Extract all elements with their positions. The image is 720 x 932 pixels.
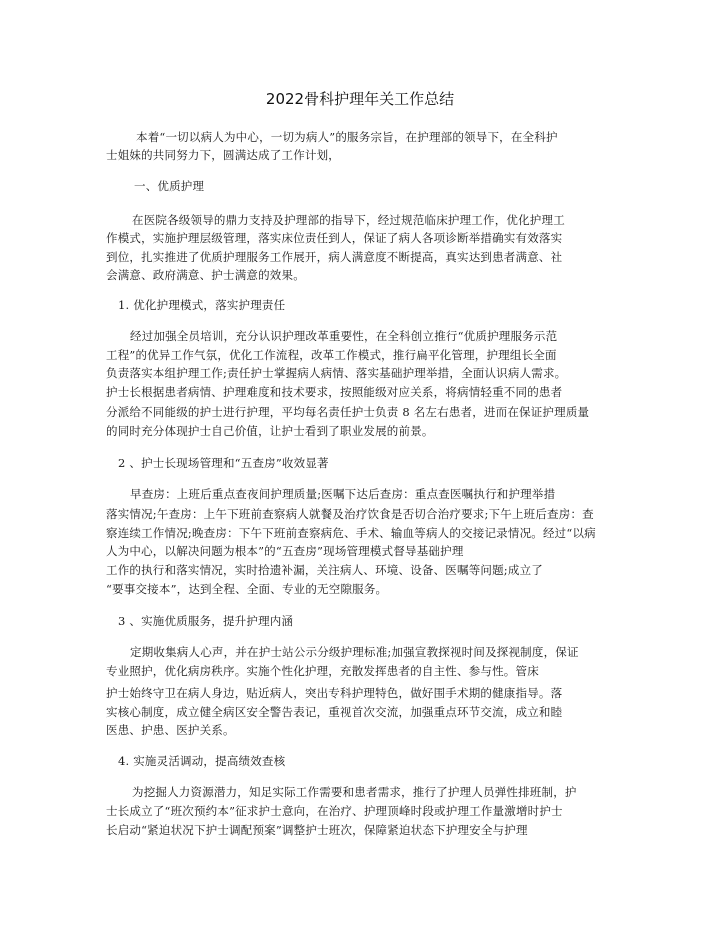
paragraph-line: 实核心制度，成立健全病区安全警告表记，重视首次交流，加强重点环节交流，成立和睦 (106, 705, 563, 719)
paragraph-line: 分派给不同能级的护士进行护理，平均每名责任护士负责 8 名左右患者，进而在保证护理质量 (106, 405, 590, 419)
paragraph-line: “要事交接本”，达到全程、全面、专业的无空隙服务。 (106, 582, 388, 596)
paragraph-line: 会满意、政府满意、护士满意的效果。 (106, 268, 305, 282)
paragraph-line: 专业照护，优化病房秩序。实施个性化护理，充散发挥患者的自主性、参与性。管床 (106, 664, 539, 678)
paragraph-line: 定期收集病人心声，并在护士站公示分级护理标准;加强宣教探视时间及探视制度，保证 (130, 645, 579, 659)
paragraph-line: 经过加强全员培训，充分认识护理改革重要性，在全科创立推行“优质护理服务示范 (130, 329, 558, 343)
paragraph-line: 人为中心，以解决问题为根本”的“五查房”现场管理模式督导基础护理 (106, 544, 464, 558)
paragraph-line: 的同时充分体现护士自己价值，让护士看到了职业发展的前景。 (106, 424, 434, 438)
paragraph-line: 长启动“紧迫状况下护士调配预案”调整护士班次，保障紧迫状态下护理安全与护理 (106, 823, 528, 837)
subsection-heading: 3 、实施优质服务，提升护理内涵 (118, 614, 294, 628)
subsection-heading: 1. 优化护理模式，落实护理责任 (118, 298, 286, 312)
paragraph-line: 落实情况;午查房：上午下班前查察病人就餐及治疗饮食是否切合治疗要求;下午上班后查房：查 (106, 507, 594, 521)
paragraph-line: 士长成立了“班次预约本”征求护士意向，在治疗、护理顶峰时段或护理工作量激增时护士 (106, 804, 563, 818)
section-heading: 一、优质护理 (134, 179, 205, 193)
paragraph-line: 士姐妹的共同努力下，圆满达成了工作计划， (106, 148, 340, 162)
paragraph-line: 负责落实本组护理工作;责任护士掌握病人病情、落实基础护理举措，全面认识病人需求。 (106, 366, 567, 380)
paragraph-line: 察连续工作情况;晚查房：下午下班前查察病危、手术、输血等病人的交接记录情况。经过“以病 (106, 526, 596, 540)
paragraph-line: 在医院各级领导的鼎力支持及护理部的指导下，经过规范临床护理工作，优化护理工 (132, 213, 565, 227)
paragraph-line: 护士长根据患者病情、护理难度和技术要求，按照能级对应关系，将病情轻重不同的患者 (106, 385, 563, 399)
paragraph-line: 医患、护患、医护关系。 (106, 723, 235, 737)
subsection-heading: 4. 实施灵活调动，提高绩效查核 (118, 754, 286, 768)
paragraph-line: 护士始终守卫在病人身边，贴近病人，突出专科护理特色，做好围手术期的健康指导。落 (106, 686, 563, 700)
paragraph-line: 工作的执行和落实情况，实时拾遗补漏，关注病人、环境、设备、医嘱等问题;成立了 (106, 563, 543, 577)
paragraph-line: 作模式，实施护理层级管理，落实床位责任到人，保证了病人各项诊断举措确实有效落实 (106, 231, 563, 245)
paragraph-line: 为挖掘人力资源潜力，知足实际工作需要和患者需求，推行了护理人员弹性排班制，护 (132, 785, 577, 799)
paragraph-line: 本着“一切以病人为中心，一切为病人”的服务宗旨，在护理部的领导下，在全科护 (136, 130, 558, 144)
paragraph-line: 早查房：上班后重点查夜间护理质量;医嘱下达后查房：重点查医嘱执行和护理举措 (130, 487, 556, 501)
paragraph-line: 工程”的优异工作气氛，优化工作流程，改革工作模式，推行扁平化管理，护理组长全面 (106, 348, 557, 362)
page-title: 2022骨科护理年关工作总结 (265, 90, 455, 108)
paragraph-line: 到位，扎实推进了优质护理服务工作展开，病人满意度不断提高，真实达到患者满意、社 (106, 250, 563, 264)
subsection-heading: 2 、护士长现场管理和“五查房”收效显著 (118, 456, 329, 470)
